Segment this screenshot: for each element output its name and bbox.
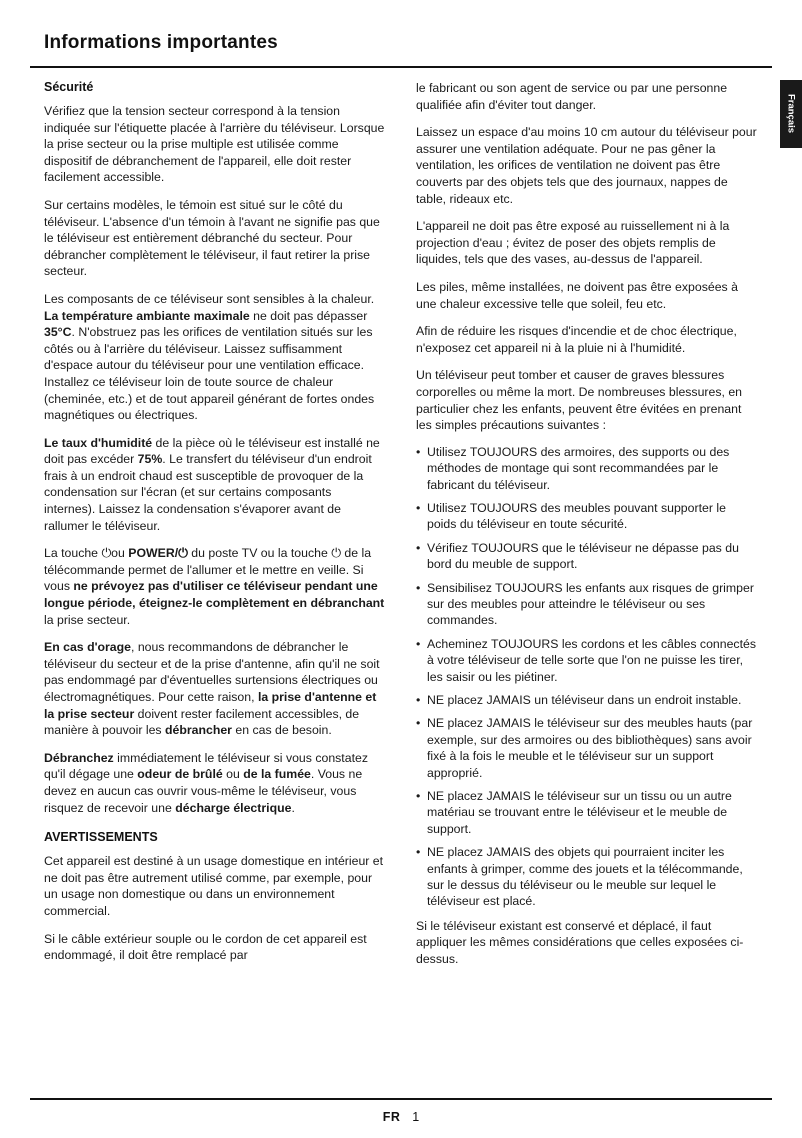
paragraph-cable-damage: Si le câble extérieur souple ou le cordon de cet appareil est endommagé, il doit être remplacé par <box>44 931 367 963</box>
list-item <box>416 636 758 685</box>
text-run: Les composants de ce téléviseur sont sensibles à la chaleur. <box>44 291 375 306</box>
text-run-bold: 75% <box>137 452 163 467</box>
paragraph-fire-shock: Afin de réduire les risques d'incendie et de choc électrique, n'exposez cet appareil ni à la pluie ni à l'humidité. <box>416 324 737 355</box>
heading-securite: Sécurité <box>44 80 94 94</box>
paragraph-voltage: Vérifiez que la tension secteur correspond à la tension indiquée sur l'étiquette placée à l'arrière du téléviseur. Lorsque la prise secteur ou la prise multiple est utilisée comme dispositif de débranchement de l'appareil, elle doit rester facilement accessible. <box>44 104 385 185</box>
power-icon: ⏻ <box>101 546 112 561</box>
list-item-text: NE placez JAMAIS un téléviseur dans un endroit instable. <box>427 692 742 707</box>
paragraph-ventilation: Laissez un espace d'au moins 10 cm autour du téléviseur pour assurer une ventilation adéquate. Pour ne pas gêner la ventilation, les orifices de ventilation ne doivent pas être couverts par des objets tels que des journaux, nappes de table, rideaux etc. <box>416 125 757 206</box>
text-run: . N'obstruez pas les orifices de ventilation situés sur les côtés ou à l'arrière du téléviseur. Laissez suffisamment d'espace autour du téléviseur pour une ventilation efficace. Installez ce téléviseur loin de toute source de chaleur (cheminée, etc.) et de tout appareil générant de fortes ondes magnétiques ou électriques. <box>44 325 375 423</box>
list-item <box>416 844 758 910</box>
text-run-bold: Le taux d'humidité <box>44 435 153 450</box>
text-run: de la télécommande permet de l'allumer et le mettre en veille. Si vous <box>44 546 372 594</box>
text-run: La touche <box>44 546 102 561</box>
bullet-marker: • <box>416 789 421 803</box>
bullet-marker: • <box>416 500 421 515</box>
text-run: la prise secteur. <box>44 612 131 627</box>
footer-page-number: 1 <box>412 1110 420 1124</box>
list-item-text: NE placez JAMAIS le téléviseur sur un tissu ou un autre matériau se trouvant entre le téléviseur et le meuble de support. <box>427 789 732 836</box>
left-column <box>44 80 386 979</box>
list-item-text: Acheminez TOUJOURS les cordons et les câbles connectés à votre téléviseur de telle sorte que l'on ne puisse les tirer, les saisir ou les piétiner. <box>427 636 756 684</box>
footer-language-code: FR <box>382 1110 401 1124</box>
paragraph-cable-damage-cont: le fabricant ou son agent de service ou par une personne qualifiée afin d'éviter tout danger. <box>416 81 728 112</box>
text-run: du poste TV ou la touche <box>187 546 332 561</box>
list-item <box>416 580 758 629</box>
precautions-list <box>416 444 758 910</box>
list-item-text: Sensibilisez TOUJOURS les enfants aux risques de grimper sur des meubles pour atteindre le téléviseur ou ses commandes. <box>427 580 754 628</box>
heading-avertissements: AVERTISSEMENTS <box>44 830 158 845</box>
text-run-bold: la prise d'antenne et la prise secteur <box>44 690 377 721</box>
power-icon: ⏻ <box>178 546 188 561</box>
paragraph-closing: Si le téléviseur existant est conservé et déplacé, il faut appliquer les mêmes considérations que celles exposées ci-dessus. <box>416 918 744 967</box>
bullet-marker: • <box>416 692 421 707</box>
paragraph-batteries: Les piles, même installées, ne doivent pas être exposées à une chaleur excessive telle que soleil, feu etc. <box>416 279 738 311</box>
paragraph-domestic-use: Cet appareil est destiné à un usage domestique en intérieur et ne doit pas être autrement utilisé comme, par exemple, pour un usage non domestique ou dans un environnement commercial. <box>44 854 384 918</box>
bullet-marker: • <box>416 540 421 555</box>
paragraph-tipover: Un téléviseur peut tomber et causer de graves blessures corporelles ou même la mort. De nombreuses blessures, en particulier chez les enfants, peuvent être évitées en prenant les simples précautions suivantes : <box>416 368 743 433</box>
list-item-text: Utilisez TOUJOURS des armoires, des supports ou des méthodes de montage qui sont recommandées par le fabricant du téléviseur. <box>427 444 730 492</box>
paragraph-indicator: Sur certains modèles, le témoin est situé sur le côté du téléviseur. L'absence d'un témoin à l'avant ne signifie pas que le téléviseur est entièrement débranché du secteur. Pour débrancher complètement le téléviseur, il faut retirer la prise secteur. <box>44 197 380 279</box>
text-run-bold: odeur de brûlé <box>137 767 223 782</box>
text-run-bold: ne prévoyez pas d'utiliser ce téléviseur pendant une longue période, éteignez-le complètement en débranchant <box>44 579 385 611</box>
language-tab-label: Français <box>785 93 797 134</box>
text-run-bold: La température ambiante maximale <box>44 308 250 323</box>
text-run: en cas de besoin. <box>231 723 332 738</box>
text-run: ou <box>222 767 244 782</box>
text-run: ne doit pas dépasser <box>249 308 368 323</box>
content-columns <box>44 80 758 979</box>
paragraph-temperature <box>44 291 386 424</box>
paragraph-power-button <box>44 545 386 628</box>
bullet-marker: • <box>416 580 421 595</box>
bullet-marker: • <box>416 444 421 459</box>
page-footer <box>0 1110 802 1124</box>
right-column <box>416 80 758 979</box>
text-run: de la pièce où le téléviseur est installé ne doit pas excéder <box>44 435 380 467</box>
text-run-bold: Débranchez <box>44 750 114 765</box>
paragraph-humidity <box>44 435 386 535</box>
text-run: . Vous ne devez en aucun cas ouvrir vous-même le téléviseur, vous risquez de recevoir une <box>44 767 363 815</box>
power-icon: ⏻ <box>331 546 341 561</box>
page-title: Informations importantes <box>44 32 278 53</box>
text-run: immédiatement le téléviseur si vous constatez qu'il dégage une <box>44 750 368 782</box>
text-run-bold: POWER/ <box>128 546 179 561</box>
paragraph-water: L'appareil ne doit pas être exposé au ruissellement ni à la projection d'eau ; évitez de poser des objets remplis de liquides, tels que des vases, au-dessus de l'appareil. <box>416 219 730 267</box>
list-item-text: NE placez JAMAIS le téléviseur sur des meubles hauts (par exemple, sur des armoires ou des bibliothèques) sans avoir fixé à la fois le meuble et le téléviseur sur un support approprié. <box>427 716 753 780</box>
list-item-text: NE placez JAMAIS des objets qui pourraient inciter les enfants à grimper, comme des jouets et la télécommande, sur le dessus du téléviseur ou le meuble sur lequel le téléviseur est placé. <box>427 845 743 909</box>
list-item-text: Utilisez TOUJOURS des meubles pouvant supporter le poids du téléviseur en toute sécurité. <box>427 500 726 532</box>
text-run: , nous recommandons de débrancher le téléviseur du secteur et de la prise d'antenne, afin qu'il ne soit pas endommagé par d'éventuelles surtensions électriques ou électromagnétiques. Pour cette raison, <box>44 640 380 704</box>
text-run-bold: 35°C <box>44 325 72 340</box>
text-run: . Le transfert du téléviseur d'un endroit frais à un endroit chaud est susceptible de provoquer de la condensation sur l'écran (et sur certains composants internes). Laissez la condensation s'évaporer avant de rallumer le téléviseur. <box>44 452 372 533</box>
list-item <box>416 444 758 493</box>
text-run-bold: décharge électrique <box>175 800 292 815</box>
bullet-marker: • <box>416 636 421 651</box>
list-item <box>416 788 758 837</box>
text-run-bold: de la fumée <box>243 767 311 782</box>
bullet-marker: • <box>416 716 421 731</box>
paragraph-storm <box>44 639 386 739</box>
language-tab <box>780 80 802 148</box>
text-run-bold: En cas d'orage <box>44 640 131 655</box>
list-item-text: Vérifiez TOUJOURS que le téléviseur ne dépasse pas du bord du meuble de support. <box>427 540 739 572</box>
text-run: . <box>291 800 295 815</box>
header-divider <box>30 66 772 68</box>
text-run: ou <box>111 546 129 561</box>
paragraph-unplug <box>44 750 386 816</box>
footer-divider <box>30 1098 772 1100</box>
bullet-marker: • <box>416 845 421 860</box>
text-run-bold: débrancher <box>164 723 232 738</box>
list-item <box>416 692 758 708</box>
list-item <box>416 500 758 533</box>
list-item <box>416 715 758 781</box>
list-item <box>416 540 758 573</box>
text-run: doivent rester facilement accessibles, de manière à pouvoir les <box>44 706 360 738</box>
